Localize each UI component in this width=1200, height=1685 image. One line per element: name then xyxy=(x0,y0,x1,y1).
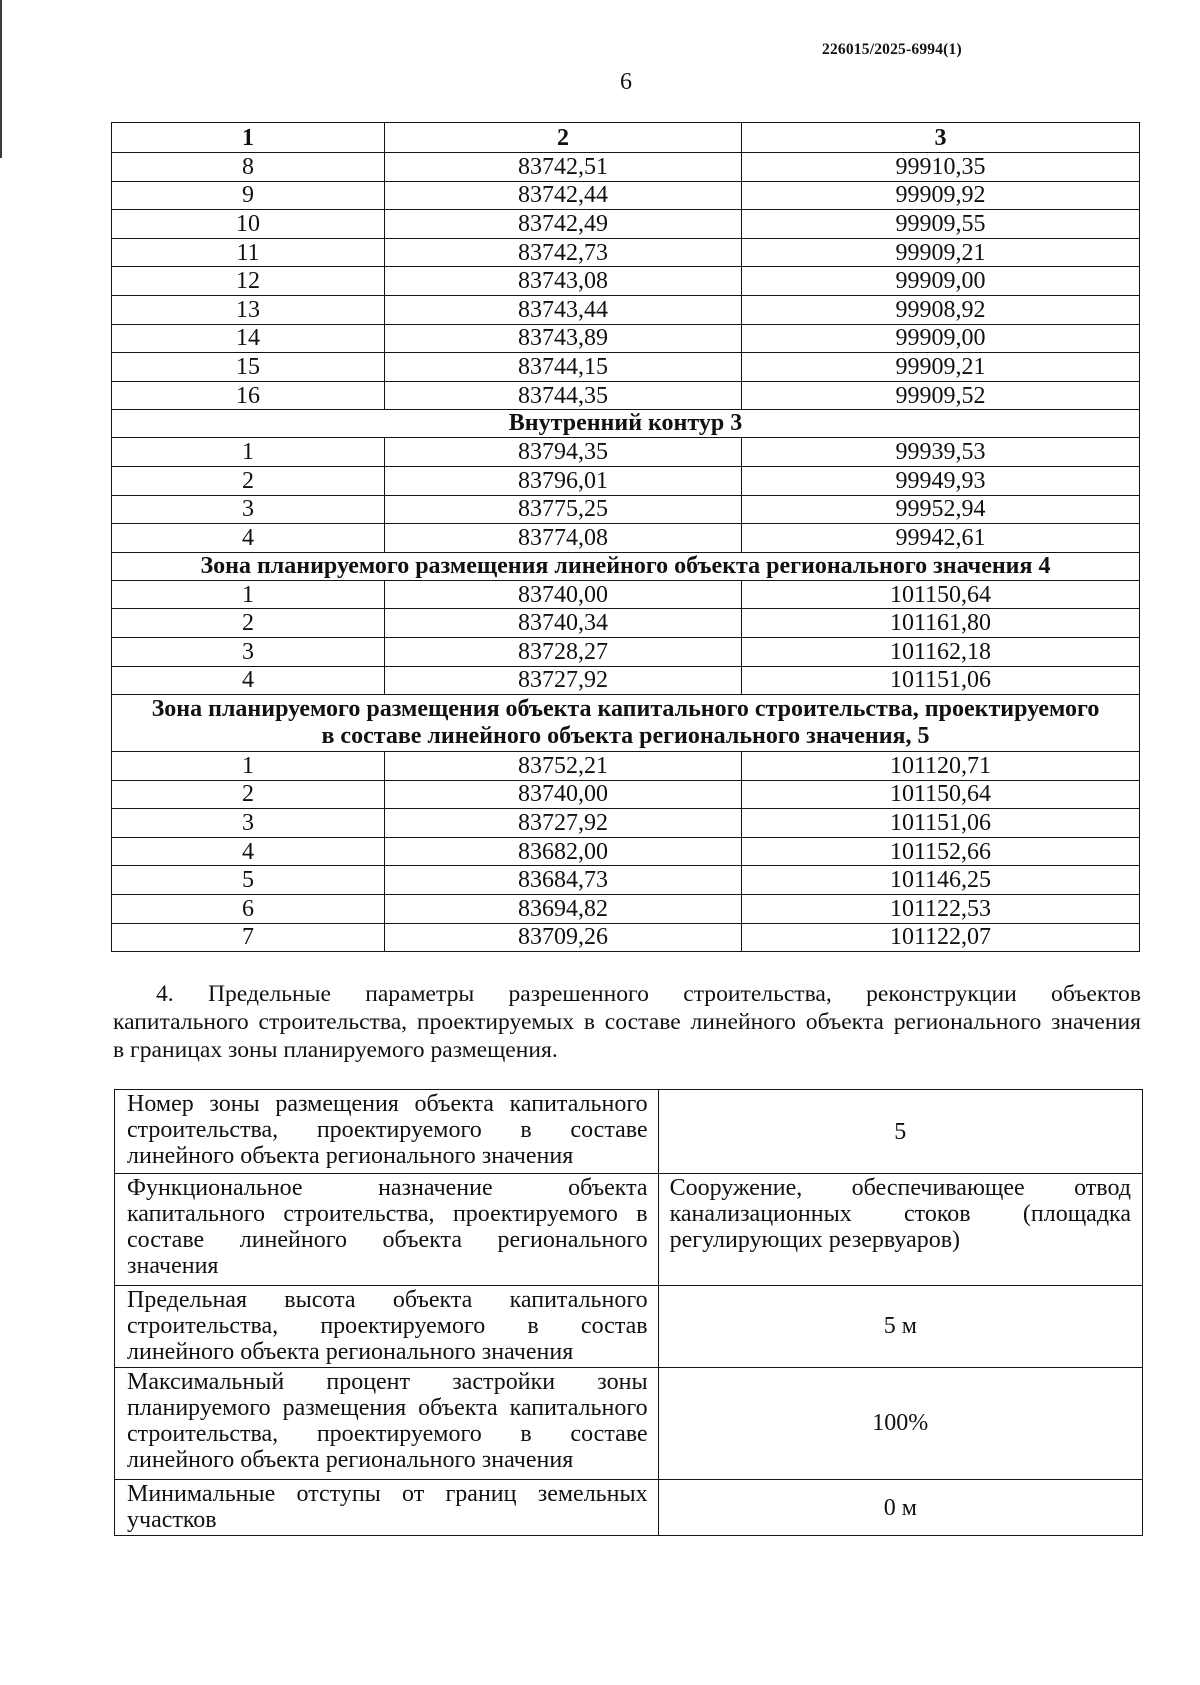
x-coordinate-cell: 83682,00 xyxy=(385,837,742,866)
column-header-3: 3 xyxy=(742,123,1140,153)
parameter-name-cell xyxy=(115,1286,659,1368)
section-title-line: Внутренний контур 3 xyxy=(508,410,743,437)
point-number-cell: 4 xyxy=(112,524,385,553)
section-title-row xyxy=(112,410,1140,438)
coordinate-row xyxy=(112,809,1140,838)
y-coordinate-cell: 101146,25 xyxy=(742,866,1140,895)
parameter-value-line: 0 м xyxy=(883,1494,917,1521)
x-coordinate-cell: 83740,00 xyxy=(385,780,742,809)
x-coordinate-cell: 83740,00 xyxy=(385,580,742,609)
parameter-name-line: Максимальный процент застройки зоны xyxy=(127,1368,648,1395)
y-coordinate-cell: 99909,21 xyxy=(742,353,1140,382)
section-title-line: Зона планируемого размещения линейного объекта регионального значения 4 xyxy=(200,552,1051,579)
parameter-name-line: Функциональное назначение объекта xyxy=(127,1175,648,1201)
y-coordinate-cell: 101122,53 xyxy=(742,895,1140,924)
parameters-table xyxy=(114,1089,1143,1536)
coordinate-row xyxy=(112,353,1140,382)
y-coordinate-cell: 99909,52 xyxy=(742,381,1140,410)
x-coordinate-cell: 83796,01 xyxy=(385,466,742,495)
coordinate-row xyxy=(112,495,1140,524)
x-coordinate-cell: 83742,51 xyxy=(385,153,742,182)
coordinate-row xyxy=(112,466,1140,495)
point-number-cell: 2 xyxy=(112,780,385,809)
parameter-name-line: Минимальные отступы от границ земельных xyxy=(127,1481,648,1508)
x-coordinate-cell: 83743,08 xyxy=(385,267,742,296)
x-coordinate-cell: 83744,35 xyxy=(385,381,742,410)
x-coordinate-cell: 83752,21 xyxy=(385,752,742,781)
coordinate-row xyxy=(112,153,1140,182)
parameter-value-line: 5 xyxy=(894,1118,907,1145)
y-coordinate-cell: 99909,00 xyxy=(742,267,1140,296)
y-coordinate-cell: 99909,21 xyxy=(742,238,1140,267)
parameter-name-line: составе линейного объекта регионального xyxy=(127,1227,648,1253)
parameter-value-line: 5 м xyxy=(883,1313,917,1340)
y-coordinate-cell: 99939,53 xyxy=(742,438,1140,467)
scan-edge-line xyxy=(0,0,2,158)
page-number: 6 xyxy=(620,69,632,95)
parameter-name-line: Предельная высота объекта капитального xyxy=(127,1287,648,1313)
point-number-cell: 5 xyxy=(112,866,385,895)
parameter-name-line: строительства, проектируемого в составе xyxy=(127,1117,648,1143)
coordinate-row xyxy=(112,752,1140,781)
point-number-cell: 3 xyxy=(112,809,385,838)
coordinate-row xyxy=(112,637,1140,666)
parameter-name-cell xyxy=(115,1367,659,1480)
column-header-1: 1 xyxy=(112,123,385,153)
x-coordinate-cell: 83794,35 xyxy=(385,438,742,467)
y-coordinate-cell: 101161,80 xyxy=(742,609,1140,638)
column-header-2: 2 xyxy=(385,123,742,153)
coordinate-row xyxy=(112,267,1140,296)
x-coordinate-cell: 83742,49 xyxy=(385,210,742,239)
parameter-value-line: 100% xyxy=(872,1410,929,1437)
coordinate-row xyxy=(112,438,1140,467)
parameter-value-line: Сооружение, обеспечивающее отвод xyxy=(669,1175,1131,1201)
x-coordinate-cell: 83743,89 xyxy=(385,324,742,353)
parameters-table-body xyxy=(115,1090,1143,1536)
parameter-value-cell xyxy=(658,1090,1142,1174)
point-number-cell: 9 xyxy=(112,181,385,210)
y-coordinate-cell: 101150,64 xyxy=(742,580,1140,609)
x-coordinate-cell: 83709,26 xyxy=(385,923,742,952)
point-number-cell: 7 xyxy=(112,923,385,952)
x-coordinate-cell: 83694,82 xyxy=(385,895,742,924)
y-coordinate-cell: 101151,06 xyxy=(742,809,1140,838)
point-number-cell: 6 xyxy=(112,895,385,924)
section-title-cell xyxy=(112,695,1140,752)
point-number-cell: 11 xyxy=(112,238,385,267)
point-number-cell: 8 xyxy=(112,153,385,182)
coordinate-row xyxy=(112,524,1140,553)
parameter-value-cell xyxy=(658,1480,1142,1536)
x-coordinate-cell: 83727,92 xyxy=(385,809,742,838)
paragraph-line: капитального строительства, проектируемых в составе линейного объекта регионального значения xyxy=(113,1009,1141,1035)
y-coordinate-cell: 101120,71 xyxy=(742,752,1140,781)
point-number-cell: 1 xyxy=(112,438,385,467)
x-coordinate-cell: 83774,08 xyxy=(385,524,742,553)
parameter-name-line: линейного объекта регионального значения xyxy=(127,1446,574,1473)
y-coordinate-cell: 99908,92 xyxy=(742,295,1140,324)
coordinate-row xyxy=(112,923,1140,952)
point-number-cell: 3 xyxy=(112,495,385,524)
coordinate-row xyxy=(112,666,1140,695)
point-number-cell: 4 xyxy=(112,666,385,695)
x-coordinate-cell: 83740,34 xyxy=(385,609,742,638)
point-number-cell: 12 xyxy=(112,267,385,296)
section-4-paragraph xyxy=(113,980,1141,1064)
y-coordinate-cell: 101152,66 xyxy=(742,837,1140,866)
y-coordinate-cell: 101150,64 xyxy=(742,780,1140,809)
document-reference-number: 226015/2025-6994(1) xyxy=(822,41,962,58)
parameter-name-line: Номер зоны размещения объекта капитального xyxy=(127,1091,648,1117)
x-coordinate-cell: 83727,92 xyxy=(385,666,742,695)
parameter-name-cell xyxy=(115,1480,659,1536)
point-number-cell: 10 xyxy=(112,210,385,239)
point-number-cell: 2 xyxy=(112,466,385,495)
y-coordinate-cell: 99942,61 xyxy=(742,524,1140,553)
y-coordinate-cell: 99909,92 xyxy=(742,181,1140,210)
parameter-name-cell xyxy=(115,1174,659,1286)
parameter-name-line: линейного объекта регионального значения xyxy=(127,1143,574,1169)
coordinate-row xyxy=(112,295,1140,324)
x-coordinate-cell: 83728,27 xyxy=(385,637,742,666)
x-coordinate-cell: 83742,44 xyxy=(385,181,742,210)
parameter-name-line: строительства, проектируемого в состав xyxy=(127,1313,648,1339)
parameter-name-line: линейного объекта регионального значения xyxy=(127,1339,574,1365)
y-coordinate-cell: 99949,93 xyxy=(742,466,1140,495)
point-number-cell: 1 xyxy=(112,580,385,609)
point-number-cell: 16 xyxy=(112,381,385,410)
coordinate-row xyxy=(112,381,1140,410)
parameter-value-line: регулирующих резервуаров) xyxy=(669,1227,961,1253)
parameter-value-cell xyxy=(658,1286,1142,1368)
x-coordinate-cell: 83742,73 xyxy=(385,238,742,267)
y-coordinate-cell: 101151,06 xyxy=(742,666,1140,695)
point-number-cell: 4 xyxy=(112,837,385,866)
coordinate-row xyxy=(112,895,1140,924)
paragraph-line: в границах зоны планируемого размещения. xyxy=(113,1037,558,1063)
point-number-cell: 13 xyxy=(112,295,385,324)
coordinates-table-body xyxy=(112,123,1140,952)
section-title-line: Зона планируемого размещения объекта капитального строительства, проектируемого xyxy=(151,696,1100,723)
point-number-cell: 15 xyxy=(112,353,385,382)
section-title-cell xyxy=(112,410,1140,438)
coordinate-row xyxy=(112,580,1140,609)
parameter-value-cell xyxy=(658,1367,1142,1480)
x-coordinate-cell: 83744,15 xyxy=(385,353,742,382)
parameter-row xyxy=(115,1090,1143,1174)
coordinate-row xyxy=(112,780,1140,809)
x-coordinate-cell: 83775,25 xyxy=(385,495,742,524)
parameter-row xyxy=(115,1480,1143,1536)
point-number-cell: 1 xyxy=(112,752,385,781)
parameter-name-line: строительства, проектируемого в составе xyxy=(127,1420,648,1447)
point-number-cell: 14 xyxy=(112,324,385,353)
y-coordinate-cell: 99952,94 xyxy=(742,495,1140,524)
x-coordinate-cell: 83743,44 xyxy=(385,295,742,324)
parameter-name-line: планируемого размещения объекта капитального xyxy=(127,1394,648,1421)
coordinates-header-row xyxy=(112,123,1140,153)
parameter-row xyxy=(115,1367,1143,1480)
parameter-value-line: канализационных стоков (площадка xyxy=(669,1201,1131,1227)
y-coordinate-cell: 99909,55 xyxy=(742,210,1140,239)
parameter-name-line: значения xyxy=(127,1253,219,1279)
coordinate-row xyxy=(112,609,1140,638)
section-title-row xyxy=(112,695,1140,752)
y-coordinate-cell: 99909,00 xyxy=(742,324,1140,353)
parameter-name-line: капитального строительства, проектируемого в xyxy=(127,1201,648,1227)
parameter-name-line: участков xyxy=(127,1507,217,1534)
coordinate-row xyxy=(112,324,1140,353)
coordinate-row xyxy=(112,866,1140,895)
parameter-row xyxy=(115,1174,1143,1286)
section-title-row xyxy=(112,552,1140,580)
coordinate-row xyxy=(112,210,1140,239)
section-title-cell xyxy=(112,552,1140,580)
point-number-cell: 2 xyxy=(112,609,385,638)
parameter-value-cell xyxy=(658,1174,1142,1286)
parameter-row xyxy=(115,1286,1143,1368)
y-coordinate-cell: 101162,18 xyxy=(742,637,1140,666)
x-coordinate-cell: 83684,73 xyxy=(385,866,742,895)
y-coordinate-cell: 99910,35 xyxy=(742,153,1140,182)
coordinate-row xyxy=(112,238,1140,267)
coordinate-row xyxy=(112,181,1140,210)
point-number-cell: 3 xyxy=(112,637,385,666)
y-coordinate-cell: 101122,07 xyxy=(742,923,1140,952)
section-title-line: в составе линейного объекта регионального значения, 5 xyxy=(321,723,930,750)
coordinates-table xyxy=(111,122,1140,952)
coordinate-row xyxy=(112,837,1140,866)
paragraph-line: 4. Предельные параметры разрешенного строительства, реконструкции объектов xyxy=(156,981,1141,1007)
parameter-name-cell xyxy=(115,1090,659,1174)
